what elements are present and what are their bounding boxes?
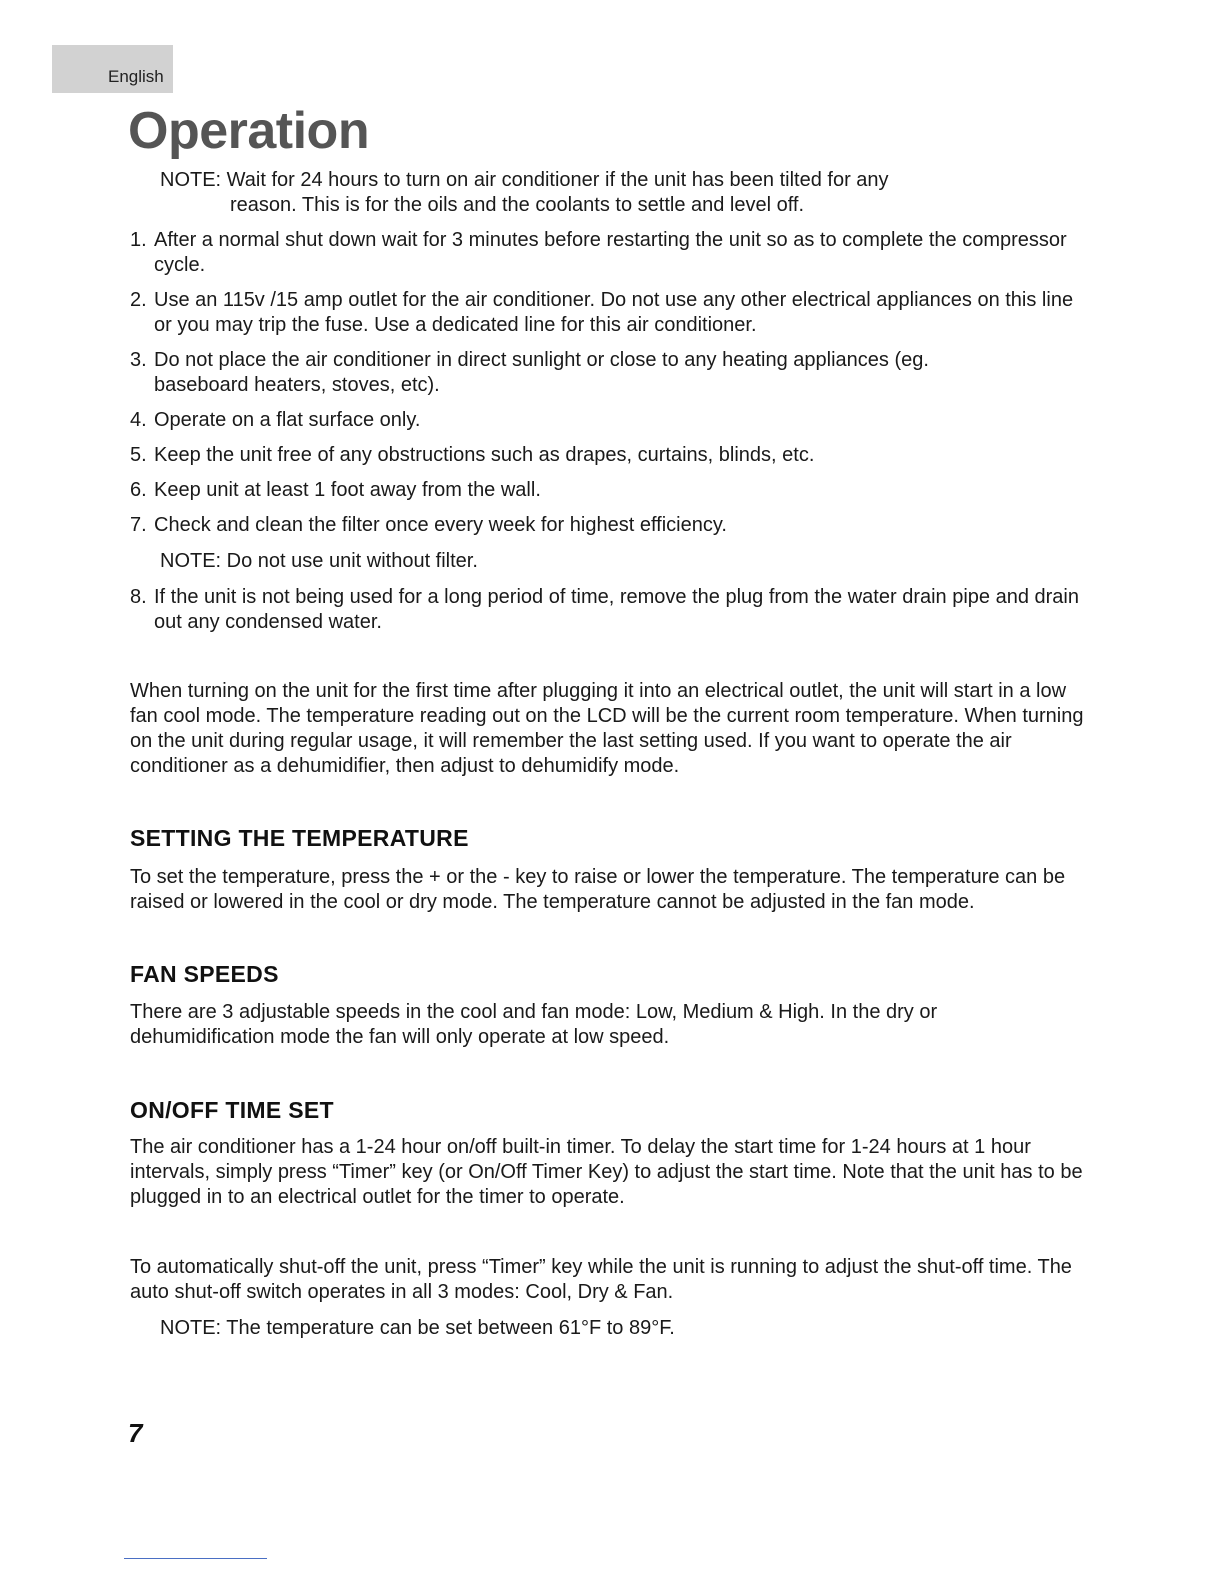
temperature-range-note: NOTE: The temperature can be set between 61°F to 89°F.: [160, 1317, 675, 1339]
intro-note: [160, 168, 1080, 218]
list-item: [130, 228, 1090, 278]
timer-heading: ON/OFF TIME SET: [130, 1097, 334, 1123]
list-item-number: 1.: [130, 229, 147, 251]
list-item-number: 3.: [130, 349, 147, 371]
list-item-text: Keep unit at least 1 foot away from the wall.: [154, 479, 541, 501]
list-item: [130, 513, 1090, 538]
list-item-number: 7.: [130, 514, 147, 536]
temperature-heading: SETTING THE TEMPERATURE: [130, 825, 469, 851]
list-item-text: Keep the unit free of any obstructions such as drapes, curtains, blinds, etc.: [154, 444, 815, 466]
footer-rule: [124, 1558, 267, 1559]
list-item-text: After a normal shut down wait for 3 minutes before restarting the unit so as to complete the compressor cycle.: [154, 229, 1067, 276]
list-item: [130, 408, 1090, 433]
shutoff-text: To automatically shut-off the unit, press “Timer” key while the unit is running to adjust the shut-off time. The auto shut-off switch operates in all 3 modes: Cool, Dry & Fan.: [130, 1256, 1072, 1303]
list-item-text: If the unit is not being used for a long period of time, remove the plug from the water drain pipe and drain out any condensed water.: [154, 586, 1079, 633]
list-item: [130, 443, 1090, 468]
page-number: 7: [128, 1418, 143, 1448]
list-item-text: Use an 115v /15 amp outlet for the air conditioner. Do not use any other electrical appliances on this line or you may trip the fuse. Use a dedicated line for this air conditioner.: [154, 289, 1074, 336]
page-title: Operation: [128, 102, 370, 160]
language-tab: [52, 45, 173, 93]
list-item-number: 8.: [130, 586, 147, 608]
intro-note-line1: NOTE: Wait for 24 hours to turn on air conditioner if the unit has been tilted for any: [160, 169, 889, 191]
list-item-text: Operate on a flat surface only.: [154, 409, 421, 431]
list-item: [130, 348, 1090, 398]
list-item-number: 4.: [130, 409, 147, 431]
list-item-number: 2.: [130, 289, 147, 311]
fan-speeds-heading: FAN SPEEDS: [130, 961, 279, 987]
list-item-number: 5.: [130, 444, 147, 466]
timer-text: The air conditioner has a 1-24 hour on/off built-in timer. To delay the start time for 1-24 hours at 1 hour intervals, simply press “Timer” key (or On/Off Timer Key) to adjust the start time. Note that the unit has to be plugged in to an electrical outlet for the timer to operate.: [130, 1136, 1083, 1208]
list-item: [130, 288, 1090, 338]
list-item: [130, 478, 1090, 503]
language-label: English: [108, 67, 164, 86]
fan-speeds-text: There are 3 adjustable speeds in the cool and fan mode: Low, Medium & High. In the dry or dehumidification mode the fan will only operate at low speed.: [130, 1001, 938, 1048]
intro-note-line2: reason. This is for the oils and the coolants to settle and level off.: [230, 194, 805, 216]
list-item-text: Do not place the air conditioner in direct sunlight or close to any heating appliances (eg. baseboard heaters, stoves, etc).: [154, 349, 929, 396]
list-item: [130, 585, 1090, 635]
list-item-number: 6.: [130, 479, 147, 501]
filter-note: NOTE: Do not use unit without filter.: [160, 550, 478, 572]
temperature-text: To set the temperature, press the + or the - key to raise or lower the temperature. The temperature can be raised or lowered in the cool or dry mode. The temperature cannot be adjusted in the fan mode.: [130, 866, 1066, 913]
list-item-text: Check and clean the filter once every week for highest efficiency.: [154, 514, 727, 536]
startup-paragraph: When turning on the unit for the first time after plugging it into an electrical outlet, the unit will start in a low fan cool mode. The temperature reading out on the LCD will be the current room temperature. When turning on the unit during regular usage, it will remember the last setting used. If you want to operate the air conditioner as a dehumidifier, then adjust to dehumidify mode.: [130, 680, 1084, 777]
